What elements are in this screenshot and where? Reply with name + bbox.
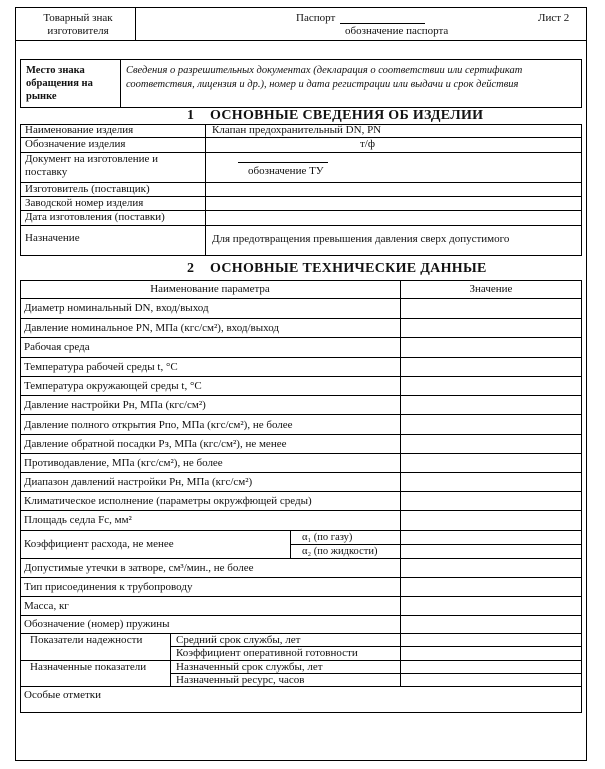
section1-number: 1 [187, 108, 195, 123]
assigned-label: Назначенные показатели [30, 661, 147, 673]
s2-param: Масса, кг [24, 600, 69, 612]
notes-label: Особые отметки [24, 689, 101, 701]
column-header-param: Наименование параметра [150, 283, 270, 295]
s2-param: Рабочая среда [24, 341, 90, 353]
s1-row-label: Дата изготовления (поставки) [25, 211, 165, 223]
passport-underline [340, 23, 425, 24]
s1-row-label: Изготовитель (поставщик) [25, 183, 150, 195]
passport-caption: обозначение паспорта [345, 25, 449, 37]
s2-param: Температура рабочей среды t, °С [24, 361, 178, 373]
section1-title: ОСНОВНЫЕ СВЕДЕНИЯ ОБ ИЗДЕЛИИ [210, 108, 484, 123]
s2-param: Давление обратной посадки Рз, МПа (кгс/см²), не менее [24, 438, 287, 450]
s1-row-label: Обозначение изделия [25, 138, 126, 150]
s1-row-value: обозначение ТУ [248, 165, 324, 177]
s2-param: Коэффициент расхода, не менее [24, 538, 174, 550]
s1-row-label: Наименование изделия [25, 124, 134, 136]
sheet-label: Лист 2 [538, 12, 570, 24]
s2-param: Давление настройки Рн, МПа (кгс/см²) [24, 399, 206, 411]
reliability-item: Коэффициент оперативной готовности [176, 647, 358, 659]
s2-param: Давление номинальное PN, МПа (кгс/см²), вход/выход [24, 322, 279, 334]
s1-row-label: Назначение [25, 232, 80, 244]
s2-param: Обозначение (номер) пружины [24, 618, 170, 630]
s2-param: Противодавление, МПа (кгс/см²), не более [24, 457, 223, 469]
s2-param: Тип присоединения к трубопроводу [24, 581, 193, 593]
column-header-value: Значение [469, 283, 513, 295]
tu-underline [238, 162, 328, 163]
s2-param: Давление полного открытия Рпо, МПа (кгс/см²), не более [24, 419, 293, 431]
passport-label: Паспорт [296, 12, 336, 24]
s1-row-label: Документ на изготовление и поставку [25, 153, 159, 178]
reliability-label: Показатели надежности [30, 634, 143, 646]
s1-row-label: Заводской номер изделия [25, 197, 144, 209]
reliability-item: Средний срок службы, лет [176, 634, 301, 646]
s2-param: Допустимые утечки в затворе, см³/мин., не более [24, 562, 254, 574]
alpha1-label: α₁ (по газу) [302, 532, 353, 543]
header-vdivider [135, 7, 136, 40]
s2-param: Температура окружающей среды t, °С [24, 380, 202, 392]
trademark-label: Товарный знак изготовителя [43, 12, 113, 37]
s2-param: Диаметр номинальный DN, вход/выход [24, 302, 209, 314]
alpha2-label: α₂ (по жидкости) [302, 546, 378, 557]
s2-param: Площадь седла Fc, мм² [24, 514, 132, 526]
section2-number: 2 [187, 261, 195, 276]
s2-param: Климатическое исполнение (параметры окружфющей среды) [24, 495, 312, 507]
section1-table [20, 124, 582, 256]
s1-row-value: Клапан предохранительный DN, PN [212, 124, 382, 136]
section2-table [20, 280, 582, 718]
header-divider [15, 40, 587, 41]
market-label: Место знака обращения на рынке [26, 65, 93, 102]
s1-row-value: Для предотвращения превышения давления сверх допустимого [212, 233, 510, 245]
s2-param: Диапазон давлений настройки Рн, МПа (кгс/см²) [24, 476, 253, 488]
s1-row-value: т/ф [360, 138, 375, 150]
assigned-item: Назначенный срок службы, лет [176, 661, 323, 673]
assigned-item: Назначенный ресурс, часов [176, 674, 305, 686]
section2-title: ОСНОВНЫЕ ТЕХНИЧЕСКИЕ ДАННЫЕ [210, 261, 487, 276]
market-text: Сведения о разрешительных документах (декларация о соответствии или сертификат соответствия, лицензия и др.), номер и дата регистрации или выдачи и срок действия [126, 65, 523, 90]
market-vdivider [120, 59, 121, 108]
